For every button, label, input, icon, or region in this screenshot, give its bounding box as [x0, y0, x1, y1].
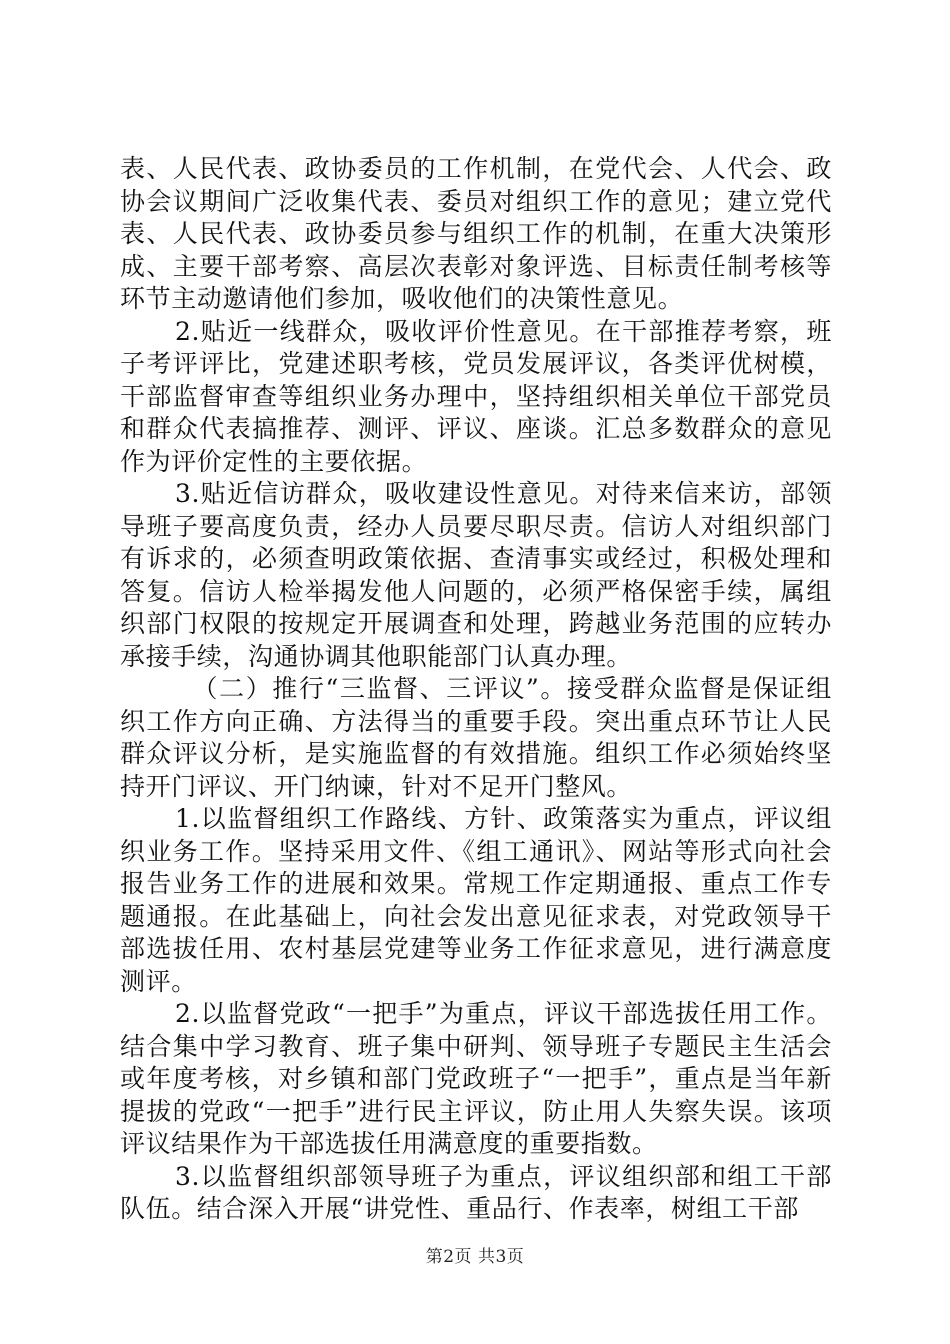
paragraph-sub-item-1: 1.以监督组织工作路线、方针、政策落实为重点，评议组织业务工作。坚持采用文件、《组工通讯》、网站等形式向社会报告业务工作的进展和效果。常规工作定期通报、重点工作专题通报。在此基础上，向社会发出意见征求表，对党政领导干部选拔任用、农村基层党建等业务工作征求意见，进行满意度测评。	[120, 804, 832, 996]
document-body	[120, 153, 832, 1226]
section-heading-two: （二）推行“三监督、三评议”。接受群众监督是保证组织工作方向正确、方法得当的重要手段。突出重点环节让人民群众评议分析，是实施监督的有效措施。组织工作必须始终坚持开门评议、开门纳谏，针对不足开门整风。	[120, 674, 832, 801]
paragraph-sub-item-2: 2.以监督党政“一把手”为重点，评议干部选拔任用工作。结合集中学习教育、班子集中研判、领导班子专题民主生活会或年度考核，对乡镇和部门党政班子“一把手”，重点是当年新提拔的党政“一把手”进行民主评议，防止用人失察失误。该项评议结果作为干部选拔任用满意度的重要指数。	[120, 999, 832, 1158]
paragraph-item-3: 3.贴近信访群众，吸收建设性意见。对待来信来访，部领导班子要高度负责，经办人员要尽职尽责。信访人对组织部门有诉求的，必须查明政策依据、查清事实或经过，积极处理和答复。信访人检举揭发他人问题的，必须严格保密手续，属组织部门权限的按规定开展调查和处理，跨越业务范围的应转办承接手续，沟通协调其他职能部门认真办理。	[120, 479, 832, 671]
paragraph-continuation: 表、人民代表、政协委员的工作机制，在党代会、人代会、政协会议期间广泛收集代表、委员对组织工作的意见；建立党代表、人民代表、政协委员参与组织工作的机制，在重大决策形成、主要干部考察、高层次表彰对象评选、目标责任制考核等环节主动邀请他们参加，吸收他们的决策性意见。	[120, 154, 832, 313]
page-number-footer: 第2页 共3页	[425, 1247, 525, 1267]
paragraph-item-2: 2.贴近一线群众，吸收评价性意见。在干部推荐考察，班子考评评比，党建述职考核，党员发展评议，各类评优树模，干部监督审查等组织业务办理中，坚持组织相关单位干部党员和群众代表搞推荐、测评、评议、座谈。汇总多数群众的意见作为评价定性的主要依据。	[120, 316, 832, 476]
paragraph-sub-item-3: 3.以监督组织部领导班子为重点，评议组织部和组工干部队伍。结合深入开展“讲党性、重品行、作表率，树组工干部	[120, 1161, 832, 1223]
